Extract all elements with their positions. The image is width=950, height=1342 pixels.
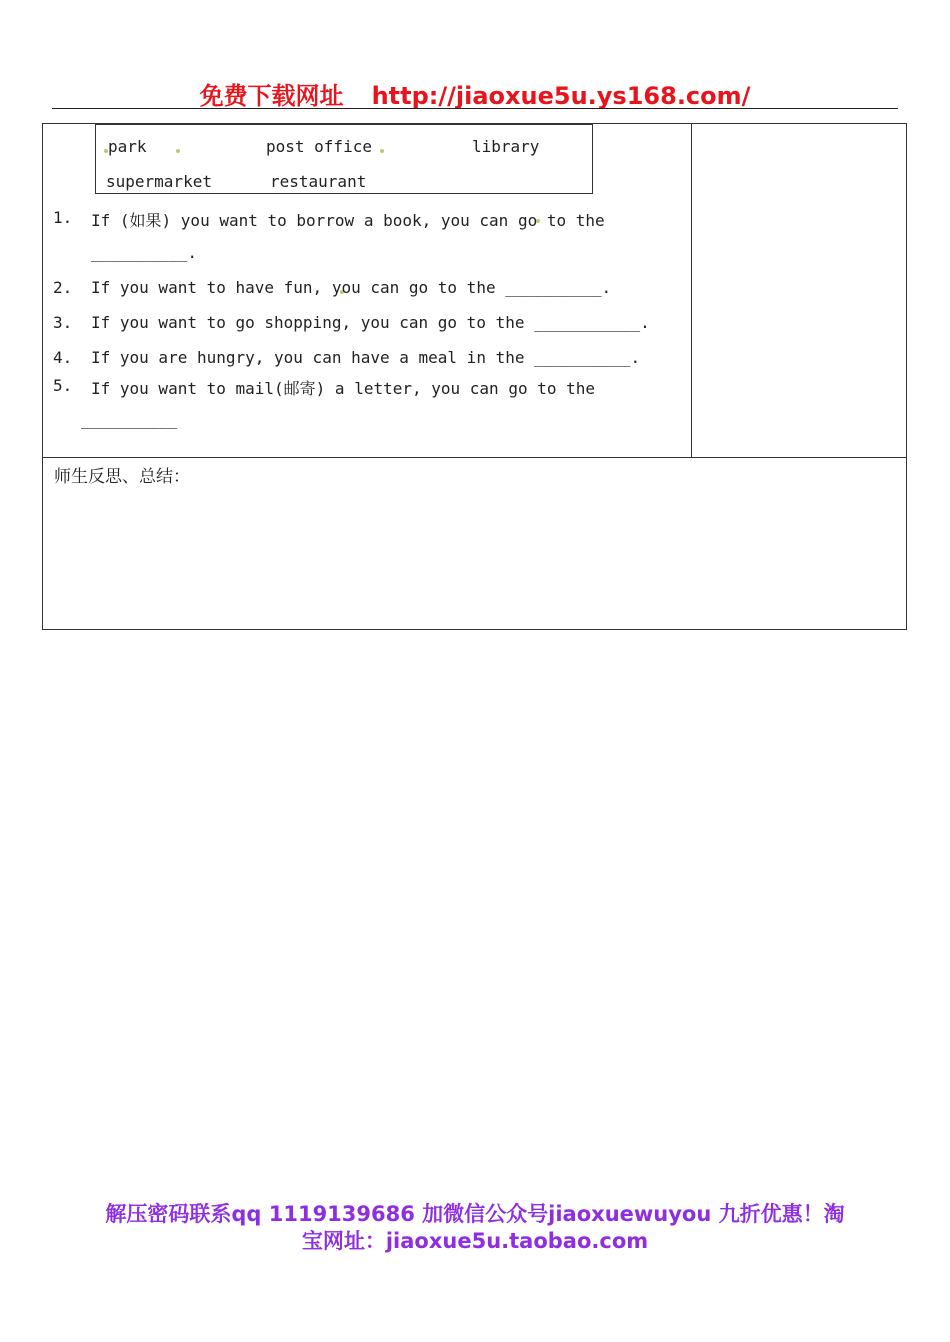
answer-blank-1: __________. — [91, 243, 197, 262]
reflection-label: 师生反思、总结： — [54, 467, 190, 487]
header-url-link[interactable]: http://jiaoxue5u.ys168.com/ — [371, 82, 751, 110]
question-number: 3. — [53, 313, 73, 332]
question-number: 2. — [53, 278, 73, 297]
column-divider — [691, 123, 692, 457]
question-text: If (如果) you want to borrow a book, you can go to the — [91, 211, 605, 230]
word-post-office: post office — [266, 137, 372, 156]
question-text: If you want to mail(邮寄) a letter, you can go to the — [91, 379, 596, 398]
decor-dot — [176, 149, 180, 153]
question-number: 5. — [53, 376, 73, 395]
question-text: If you want to go shopping, you can go to the ___________. — [91, 313, 650, 332]
decor-dot — [380, 149, 384, 153]
decor-dot — [104, 149, 108, 153]
word-supermarket: supermarket — [106, 172, 212, 191]
question-text: If you are hungry, you can have a meal in the __________. — [91, 348, 641, 367]
header-divider — [52, 108, 898, 109]
word-library: library — [472, 137, 540, 156]
answer-blank-5: __________ — [81, 410, 178, 429]
row-divider — [42, 457, 907, 458]
download-header — [0, 76, 950, 111]
footer-line-1: 解压密码联系qq 1119139686 加微信公众号jiaoxuewuyou 九折优惠！淘 — [105, 1202, 845, 1226]
header-label: 免费下载网址 — [199, 82, 344, 110]
footer-line-2: 宝网址：jiaoxue5u.taobao.com — [301, 1229, 649, 1253]
word-park: park — [108, 137, 147, 156]
word-restaurant: restaurant — [270, 172, 367, 191]
question-text: If you want to have fun, you can go to the __________. — [91, 278, 612, 297]
question-number: 4. — [53, 348, 73, 367]
question-number: 1. — [53, 208, 73, 227]
